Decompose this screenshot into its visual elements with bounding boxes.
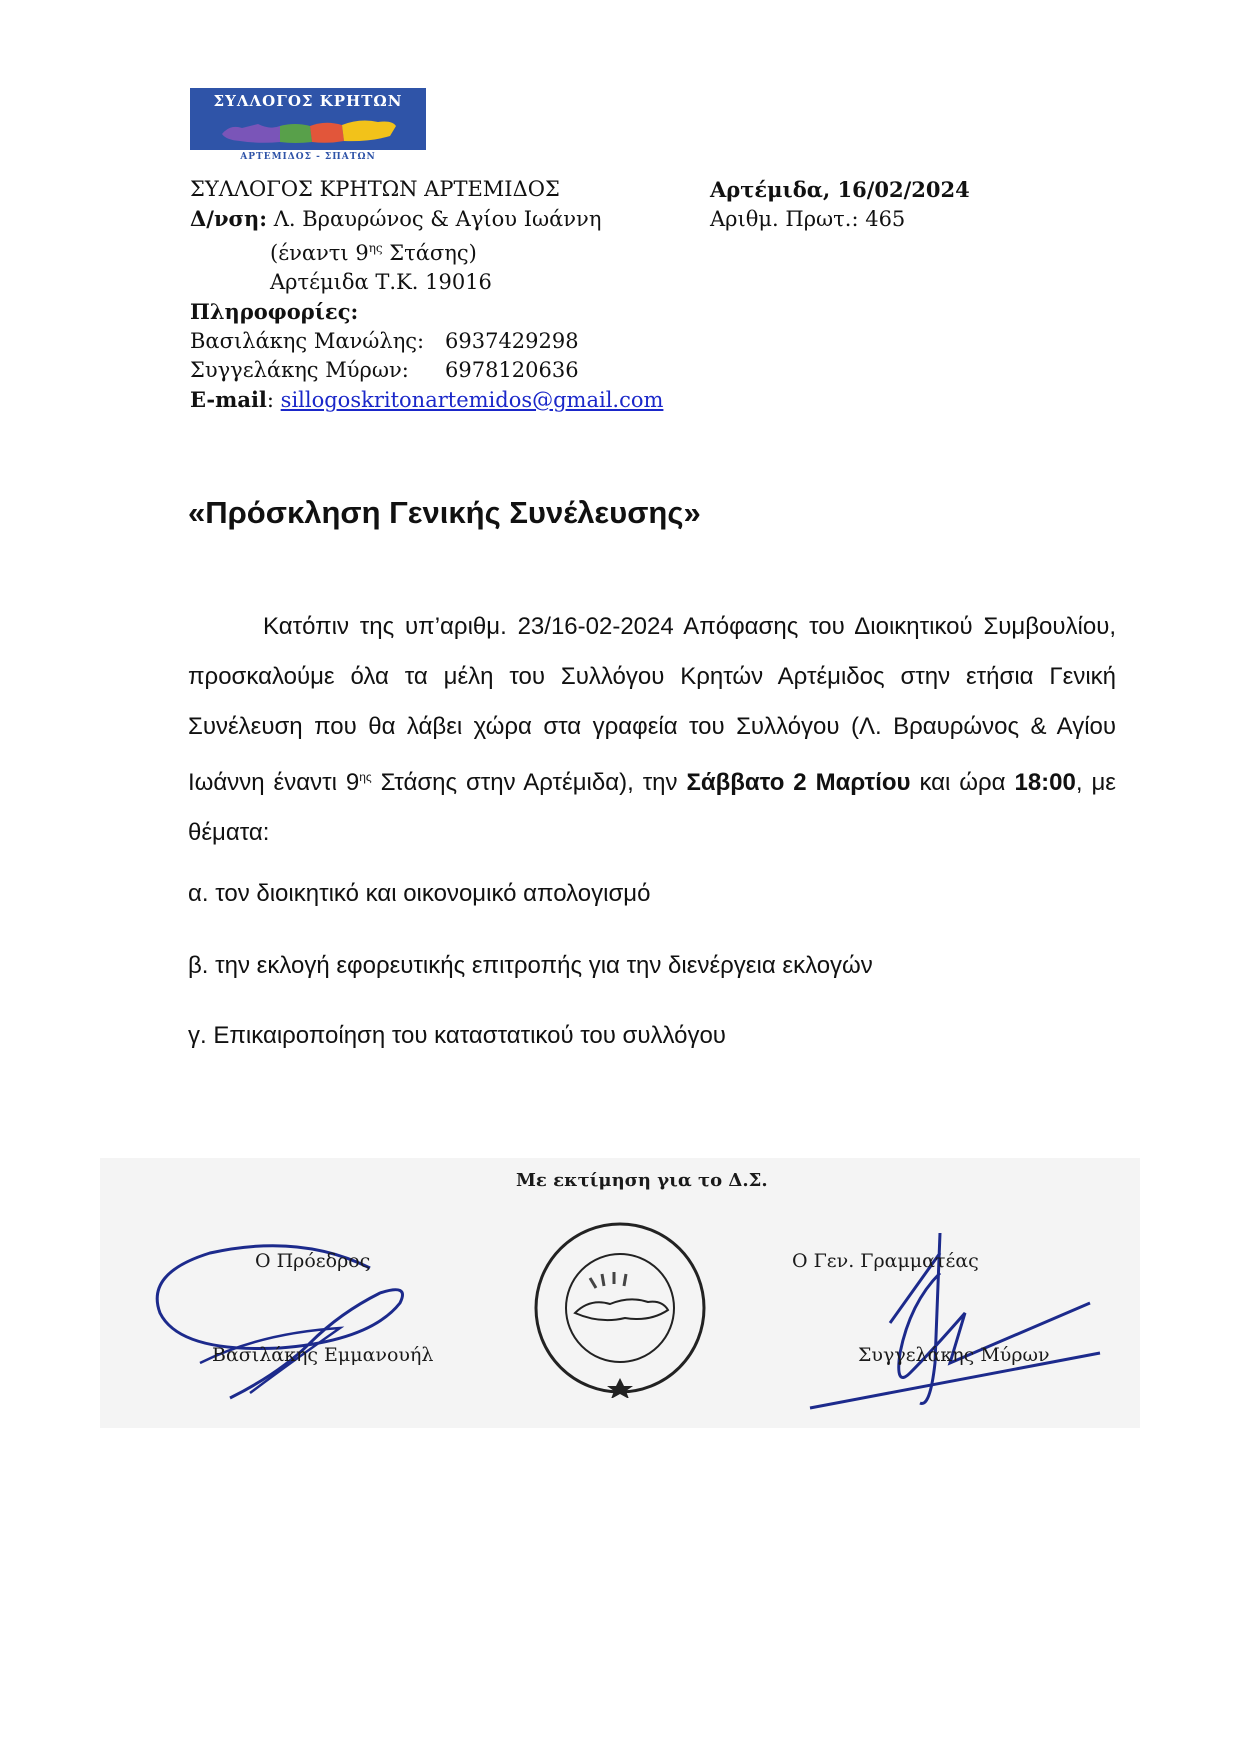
address-line2-post: Στάσης) — [382, 241, 477, 265]
paragraph-text-4: , με θέματα: — [188, 769, 1116, 846]
signature-block — [100, 1158, 1140, 1428]
president-signature-icon — [140, 1213, 460, 1413]
paragraph-text-2: Στάσης στην Αρτέμιδα), την — [371, 769, 687, 796]
logo-top-text: ΣΥΛΛΟΓΟΣ ΚΡΗΤΩΝ — [213, 92, 403, 110]
document-title: «Πρόσκληση Γενικής Συνέλευσης» — [188, 495, 701, 530]
president-name: Βασιλάκης Εμμανουήλ — [212, 1344, 434, 1366]
protocol-number: Αριθμ. Πρωτ.: 465 — [710, 207, 906, 231]
secretary-title: Ο Γεν. Γραμματέας — [792, 1250, 979, 1272]
contact-row — [190, 327, 710, 356]
address-line2-pre: (έναντι 9 — [270, 241, 369, 265]
agenda-item: γ. Επικαιροποίηση του καταστατικού του συλλόγου — [188, 1022, 726, 1049]
secretary-signature-icon — [790, 1213, 1130, 1413]
letterhead-meta — [710, 175, 1030, 234]
agenda-item: α. τον διοικητικό και οικονομικό απολογισμό — [188, 880, 651, 907]
contact-name: Βασιλάκης Μανώλης: — [190, 329, 425, 353]
address-line1 — [190, 204, 710, 234]
info-label: Πληροφορίες: — [190, 299, 359, 324]
crete-map-icon — [220, 114, 400, 146]
address-label: Δ/νση: — [190, 206, 268, 231]
address-line2-sup: ης — [368, 241, 383, 255]
official-seal-icon — [530, 1218, 710, 1398]
letterhead-sender — [190, 175, 710, 415]
meeting-time: 18:00 — [1014, 769, 1076, 796]
address-line3: Αρτέμιδα Τ.Κ. 19016 — [270, 270, 492, 294]
agenda-item: β. την εκλογή εφορευτικής επιτροπής για την διενέργεια εκλογών — [188, 952, 873, 979]
paragraph-text-1: Κατόπιν της υπ’αριθμ. 23/16-02-2024 Απόφασης του Διοικητικού Συμβουλίου, προσκαλούμε όλα τα μέλη του Συλλόγου Κρητών Αρτέμιδος στην ετήσια Γενική Συνέλευση που θα λάβει χώρα στα γραφεία του Συλλόγου (Λ. Βραυρώνος & Αγίου Ιωάννη έναντι 9 — [188, 613, 1116, 796]
invitation-paragraph — [188, 602, 1116, 858]
address-street: Λ. Βραυρώνος & Αγίου Ιωάννη — [273, 207, 602, 231]
contact-name: Συγγελάκης Μύρων: — [190, 358, 409, 382]
logo-bottom-text: ΑΡΤΕΜΙΔΟΣ - ΣΠΑΤΩΝ — [190, 150, 426, 164]
contact-phone: 6937429298 — [445, 329, 579, 353]
address-line2 — [190, 234, 710, 268]
secretary-name: Συγγελάκης Μύρων — [858, 1344, 1050, 1366]
letter-date: Αρτέμιδα, 16/02/2024 — [710, 177, 970, 202]
email-link[interactable]: sillogoskritonartemidos@gmail.com — [280, 388, 664, 412]
email-separator: : — [266, 388, 281, 412]
email-row — [190, 385, 710, 415]
paragraph-text-3: και ώρα — [910, 769, 1015, 796]
regards-line: Με εκτίμηση για το Δ.Σ. — [516, 1170, 768, 1191]
org-name: ΣΥΛΛΟΓΟΣ ΚΡΗΤΩΝ ΑΡΤΕΜΙΔΟΣ — [190, 177, 560, 201]
meeting-day: Σάββατο 2 Μαρτίου — [686, 769, 911, 796]
association-logo — [190, 88, 426, 164]
contact-phone: 6978120636 — [445, 358, 579, 382]
president-title: Ο Πρόεδρος — [255, 1250, 371, 1272]
paragraph-sup: ης — [359, 770, 372, 784]
email-label: E-mail — [190, 387, 267, 412]
contact-row — [190, 356, 710, 385]
